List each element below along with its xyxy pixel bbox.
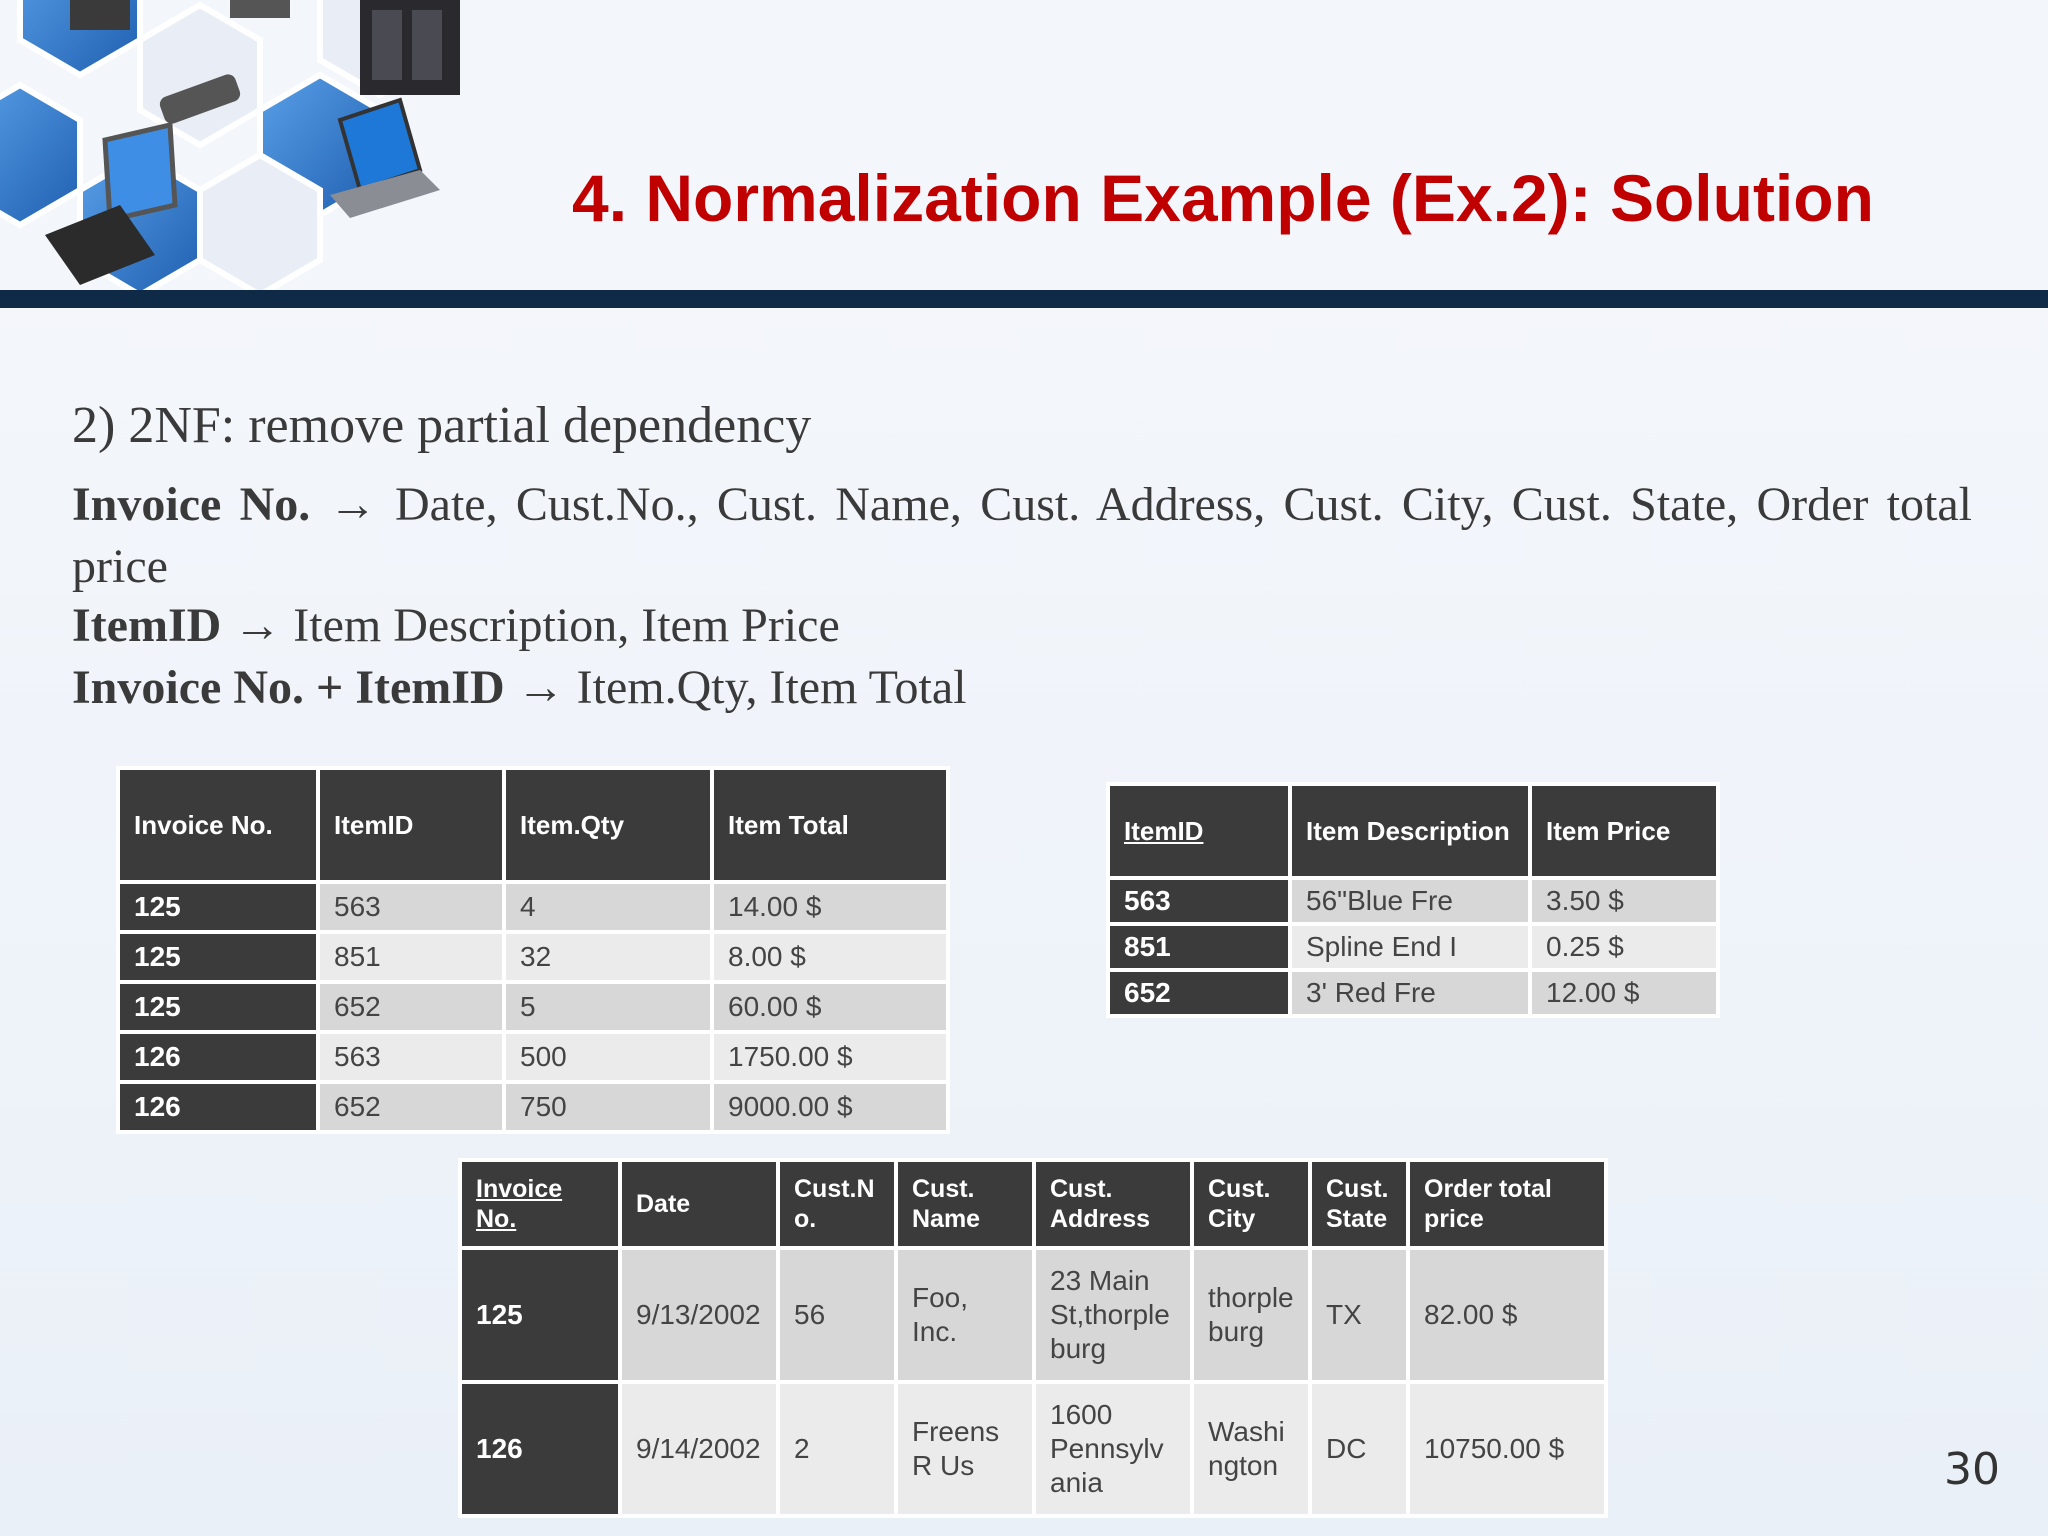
- column-header: Item Total: [714, 770, 946, 880]
- column-header: Cust.N o.: [780, 1162, 894, 1246]
- column-header: Item.Qty: [506, 770, 710, 880]
- column-header: Cust. Name: [898, 1162, 1032, 1246]
- arrow-right-icon: →: [328, 478, 377, 531]
- table-cell: 3.50 $: [1532, 880, 1716, 922]
- table-cell: 14.00 $: [714, 884, 946, 930]
- table-cell: Foo, Inc.: [898, 1250, 1032, 1380]
- table-cell: 652: [320, 984, 502, 1030]
- table-cell: 2: [780, 1384, 894, 1514]
- table-cell: 8.00 $: [714, 934, 946, 980]
- table-row: [120, 1034, 946, 1080]
- table-cell: 126: [462, 1384, 618, 1514]
- table-cell: 5: [506, 984, 710, 1030]
- dependency-rhs: Date, Cust.No., Cust. Name, Cust. Address, Cust. City, Cust. State, Order total price: [72, 478, 1973, 593]
- table-cell: 32: [506, 934, 710, 980]
- column-header: Item Description: [1292, 786, 1528, 876]
- arrow-right-icon: →: [233, 599, 282, 652]
- table-row: [120, 884, 946, 930]
- column-header: Cust. City: [1194, 1162, 1308, 1246]
- table-cell: 652: [320, 1084, 502, 1130]
- table-cell: 851: [1110, 926, 1288, 968]
- table-cell: 1600 Pennsylv ania: [1036, 1384, 1190, 1514]
- table-cell: 23 Main St,thorple burg: [1036, 1250, 1190, 1380]
- table-cell: TX: [1312, 1250, 1406, 1380]
- column-header: Cust. State: [1312, 1162, 1406, 1246]
- table-cell: 9/13/2002: [622, 1250, 776, 1380]
- table-cell: Spline End I: [1292, 926, 1528, 968]
- column-header: Item Price: [1532, 786, 1716, 876]
- table-row: [1110, 926, 1716, 968]
- column-header: [462, 1162, 618, 1246]
- table-cell: 125: [120, 884, 316, 930]
- items-table: [1106, 782, 1720, 1018]
- table-cell: 750: [506, 1084, 710, 1130]
- table-cell: 10750.00 $: [1410, 1384, 1604, 1514]
- column-header: Order total price: [1410, 1162, 1604, 1246]
- table-cell: thorple burg: [1194, 1250, 1308, 1380]
- table-cell: 851: [320, 934, 502, 980]
- column-header: Date: [622, 1162, 776, 1246]
- dependency-line: [72, 598, 840, 653]
- primary-key-label: Invoice No.: [476, 1175, 563, 1233]
- dependency-lhs: ItemID: [72, 599, 222, 652]
- dependency-rhs: Item.Qty, Item Total: [576, 661, 967, 714]
- table-cell: 4: [506, 884, 710, 930]
- table-row: [462, 1384, 1604, 1514]
- arrow-right-icon: →: [516, 661, 565, 714]
- table-cell: 563: [320, 884, 502, 930]
- column-header: Cust. Address: [1036, 1162, 1190, 1246]
- dependency-rhs: Item Description, Item Price: [293, 599, 840, 652]
- table-cell: 1750.00 $: [714, 1034, 946, 1080]
- invoices-table: [458, 1158, 1608, 1518]
- table-cell: 56: [780, 1250, 894, 1380]
- table-row: [1110, 972, 1716, 1014]
- table-cell: 563: [1110, 880, 1288, 922]
- dependency-lhs: Invoice No.: [72, 478, 311, 531]
- table-cell: 82.00 $: [1410, 1250, 1604, 1380]
- table-cell: 563: [320, 1034, 502, 1080]
- table-cell: 60.00 $: [714, 984, 946, 1030]
- table-header-row: [462, 1162, 1604, 1246]
- table-cell: Washi ngton: [1194, 1384, 1308, 1514]
- slide-header: [0, 0, 2048, 290]
- slide-title: 4. Normalization Example (Ex.2): Solution: [572, 161, 1874, 235]
- column-header: Invoice No.: [120, 770, 316, 880]
- page-number: 30: [1944, 1444, 2000, 1495]
- table-cell: 12.00 $: [1532, 972, 1716, 1014]
- primary-key-label: ItemID: [1124, 816, 1204, 846]
- table-cell: DC: [1312, 1384, 1406, 1514]
- table-cell: 500: [506, 1034, 710, 1080]
- table-header-row: [120, 770, 946, 880]
- invoice-items-table: [116, 766, 950, 1134]
- table-cell: 125: [120, 984, 316, 1030]
- table-cell: 0.25 $: [1532, 926, 1716, 968]
- table-cell: 652: [1110, 972, 1288, 1014]
- table-cell: 9000.00 $: [714, 1084, 946, 1130]
- table-cell: 56"Blue Fre: [1292, 880, 1528, 922]
- column-header: ItemID: [320, 770, 502, 880]
- dependency-lhs: Invoice No. + ItemID: [72, 661, 505, 714]
- table-row: [120, 934, 946, 980]
- title-divider-bar: [0, 290, 2048, 308]
- table-cell: 126: [120, 1084, 316, 1130]
- table-row: [120, 1084, 946, 1130]
- dependency-line: [72, 660, 967, 715]
- table-cell: 125: [462, 1250, 618, 1380]
- table-header-row: [1110, 786, 1716, 876]
- table-cell: Freens R Us: [898, 1384, 1032, 1514]
- slide-subtitle: 2) 2NF: remove partial dependency: [72, 397, 812, 454]
- table-row: [120, 984, 946, 1030]
- table-cell: 125: [120, 934, 316, 980]
- dependency-line: [72, 474, 1972, 598]
- table-row: [462, 1250, 1604, 1380]
- column-header: [1110, 786, 1288, 876]
- table-row: [1110, 880, 1716, 922]
- table-cell: 9/14/2002: [622, 1384, 776, 1514]
- network-computers-hexagon-icon: [0, 0, 520, 290]
- table-cell: 126: [120, 1034, 316, 1080]
- table-cell: 3' Red Fre: [1292, 972, 1528, 1014]
